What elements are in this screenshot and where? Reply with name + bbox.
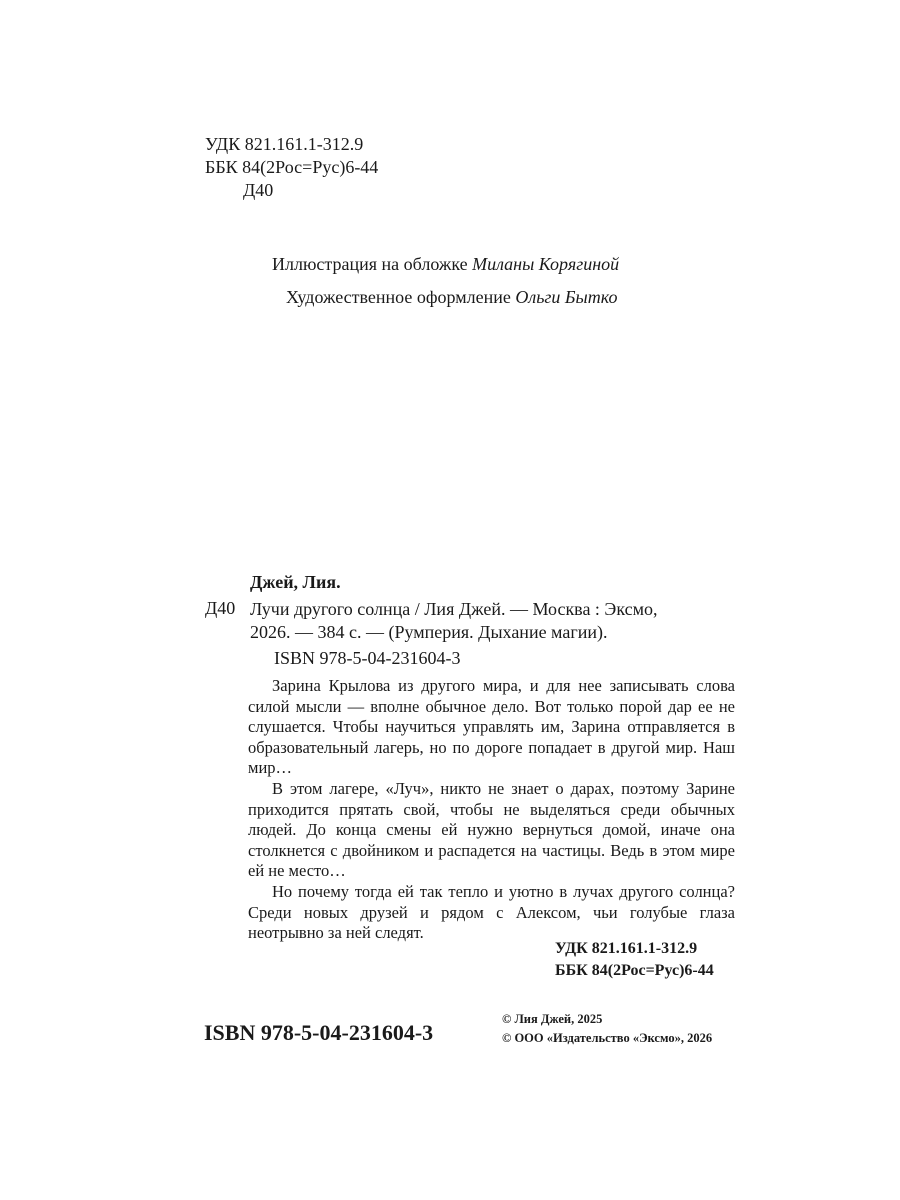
record-imprint-line: 2026. — 384 с. — (Румперия. Дыхание магии). (250, 622, 608, 642)
record-title-line: Лучи другого солнца / Лия Джей. — Москва : Эксмо, (250, 599, 658, 619)
annotation-paragraph: Зарина Крылова из другого мира, и для нее записывать слова силой мысли — вполне обычное дело. Вот только порой дар ее не слушается. Чтобы научиться управлять им, Зарина отправляется в образовательный лагерь, но по дороге попадает в другой мир. Наш мир… (248, 676, 735, 778)
bbk-bottom: ББК 84(2Рос=Рус)6-44 (555, 962, 714, 979)
record-isbn: ISBN 978-5-04-231604-3 (274, 648, 461, 668)
udk-top: УДК 821.161.1-312.9 (205, 134, 364, 154)
illustration-credit (272, 253, 619, 275)
design-credit-label: Художественное оформление (286, 287, 511, 307)
isbn-footer: ISBN 978-5-04-231604-3 (204, 1020, 434, 1045)
record-author: Джей, Лия. (250, 572, 341, 592)
record-author-mark: Д40 (205, 598, 236, 618)
annotation (248, 676, 735, 944)
udk-bottom: УДК 821.161.1-312.9 (555, 940, 698, 957)
illustration-credit-label: Иллюстрация на обложке (272, 254, 468, 274)
annotation-paragraph: В этом лагере, «Луч», никто не знает о дарах, поэтому Зарине приходится прятать свой, чтобы не выделяться среди обычных людей. До конца смены ей нужно вернуться домой, иначе она столкнется с двойником и распадется на частицы. Ведь в этом мире ей не место… (248, 778, 735, 881)
copyright-publisher: © ООО «Издательство «Эксмо», 2026 (502, 1031, 713, 1045)
design-credit (286, 286, 617, 308)
designer-name: Ольги Бытко (515, 287, 618, 307)
author-mark-top: Д40 (243, 180, 274, 200)
annotation-paragraph: Но почему тогда ей так тепло и уютно в лучах другого солнца? Среди новых друзей и рядом с Алексом, чьи голубые глаза неотрывно за ней следят. (248, 881, 735, 943)
copyright-author: © Лия Джей, 2025 (502, 1012, 603, 1026)
bbk-top: ББК 84(2Рос=Рус)6-44 (205, 157, 379, 177)
illustrator-name: Миланы Корягиной (472, 254, 620, 274)
